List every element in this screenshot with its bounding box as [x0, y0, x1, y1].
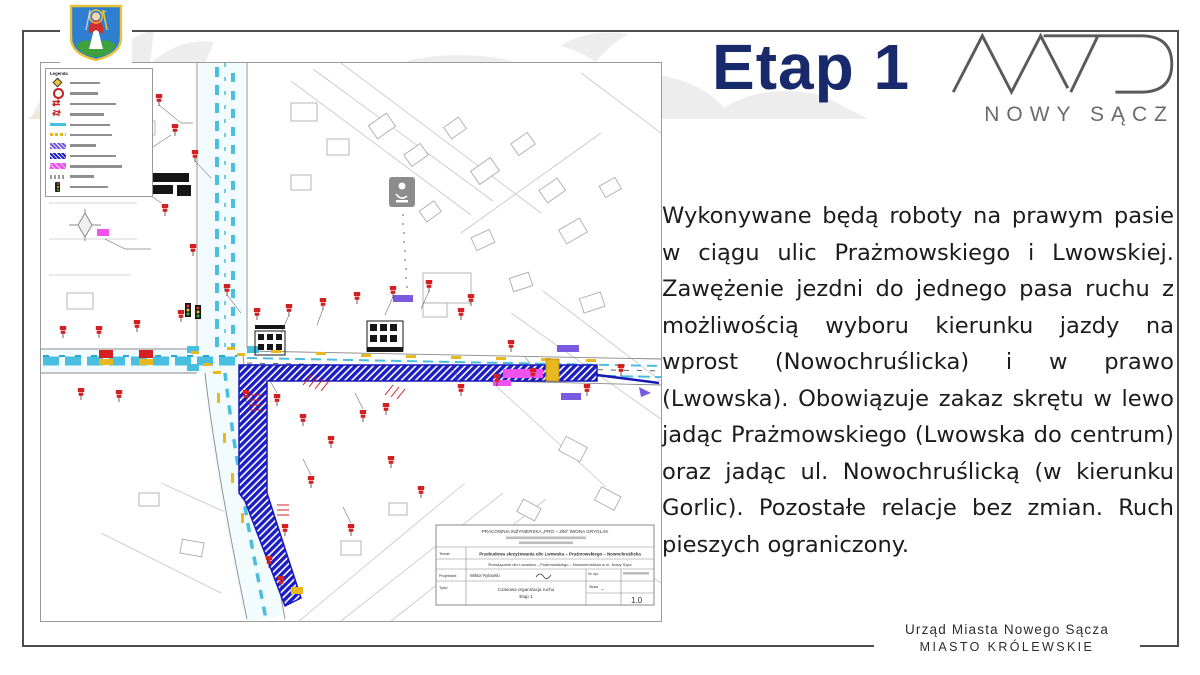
map-legend: [45, 68, 153, 197]
map-legend-items: [50, 78, 149, 192]
mzd-logo: [948, 28, 1176, 127]
body-paragraph: Wykonywane będą roboty na prawym pasie w ciągu ulic Prażmowskiego i Lwowskiej. Zawężenie jezdni do jednego pasa ruchu z możliwością wyboru kierunku jazdy na wprost (Nowochruślicka) i w prawo (Lwowska). Obowiązuje zakaz skrętu w lewo jadąc Prażmowskiego (Lwowska do centrum) oraz jadąc ul. Nowochruślicką (w kierunku Gorlic). Pozostałe relacje bez zmian. Ruch pieszych ograniczony.: [662, 203, 1174, 558]
titleblock-skala-value: –: [601, 587, 604, 593]
legend-title: Legenda: [50, 72, 68, 77]
compass-icon: [69, 209, 101, 241]
magenta-bar-icon: [50, 161, 66, 171]
closed-crosswalk-marks: [249, 375, 405, 515]
legend-label-bar: [70, 124, 110, 127]
title-block: [436, 525, 654, 605]
titleblock-office: PRACOWNIA INŻYNIERSKA „PRO – ZiM” IWONA GRYGLAK: [481, 529, 609, 534]
blue-bar-icon: [50, 151, 66, 161]
yellow-dash-icon: [50, 130, 66, 140]
diamond-icon: [50, 78, 66, 88]
page-title: Etap 1: [712, 31, 911, 103]
titleblock-tytul2: Etap 1: [519, 594, 533, 599]
legend-label-bar: [70, 113, 104, 116]
footer-line1: Urząd Miasta Nowego Sącza: [904, 622, 1110, 637]
titleblock-projektant-label: Projektant:: [439, 574, 458, 578]
titleblock-temat: Przebudowa skrzyżowania ulic Lwowska – Prażmowskiego – Nowochruślicka: [479, 551, 641, 557]
legend-item: [50, 172, 149, 182]
gray-dash-icon: [50, 172, 66, 182]
legend-label-bar: [70, 134, 112, 137]
legend-label-bar: [70, 144, 96, 147]
dotted-route: [402, 214, 408, 288]
legend-label-bar: [70, 155, 116, 158]
titleblock-tytul1: Czasowa organizacja ruchu: [497, 587, 555, 592]
legend-item: [50, 140, 149, 150]
legend-item: [50, 109, 149, 119]
footer: [874, 618, 1140, 656]
traffic-plan-map: [40, 62, 662, 622]
signal-icon: [50, 182, 66, 192]
legend-item: [50, 78, 149, 88]
mzd-logo-icon: [948, 28, 1176, 96]
titleblock-sheet: 1.0: [631, 596, 643, 605]
legend-label-bar: [70, 165, 122, 168]
titleblock-skala-label: Skala: [589, 585, 598, 589]
nowy-sacz-crest-icon: [69, 4, 123, 62]
legend-item: [50, 161, 149, 171]
titleblock-nrupr-label: Nr upr.: [588, 572, 599, 576]
violet-arrow: [639, 387, 651, 397]
legend-label-bar: [70, 175, 94, 178]
mzd-logo-subtitle: NOWY SĄCZ: [984, 103, 1174, 126]
legend-item: [50, 88, 149, 98]
legend-label-bar: [70, 103, 116, 106]
leader-lines: [105, 105, 533, 523]
legend-item: [50, 99, 149, 109]
footer-line2: MIASTO KRÓLEWSKIE: [919, 640, 1095, 654]
cyan-line-icon: [50, 120, 66, 130]
legend-label-bar: [70, 92, 98, 95]
titleblock-projektant: Wiktor Rylowski: [470, 573, 500, 578]
station-icon: [389, 177, 415, 207]
legend-item: [50, 151, 149, 161]
legend-item: [50, 120, 149, 130]
arrows2-icon: [50, 109, 66, 119]
legend-label-bar: [70, 82, 100, 85]
legend-item: [50, 182, 149, 192]
titleblock-temat-label: Temat:: [439, 552, 451, 556]
violet-bar-icon: [50, 141, 66, 151]
coat-of-arms: [60, 2, 132, 64]
titleblock-zawartosc: Rozwiązanie ulic Lwowska – Prażmowskiego – Nowochruślicka w m. Nowy Sącz: [488, 562, 632, 567]
titleblock-tytul-label: Tytuł:: [439, 586, 449, 590]
legend-item: [50, 130, 149, 140]
legend-label-bar: [70, 186, 108, 189]
sign-board-clusters: [149, 173, 403, 355]
